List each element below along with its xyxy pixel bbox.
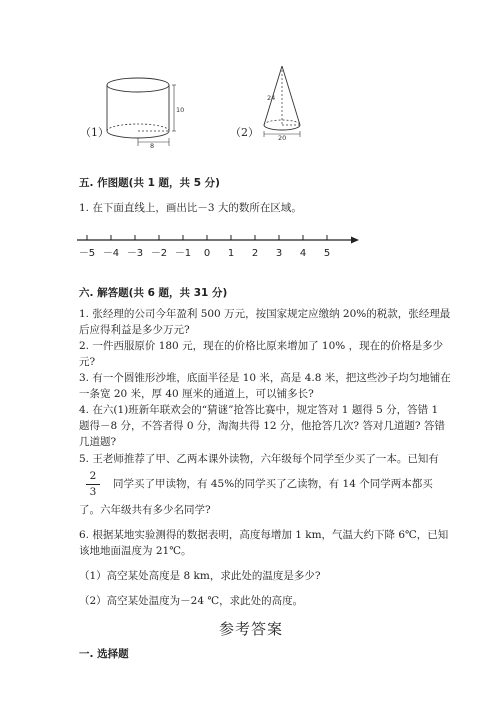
question-2-line-1: 2. 一件西服原价 180 元，现在的价格比原来增加了 10% ，现在的价格是多少	[79, 340, 444, 352]
question-3-line-1: 3. 有一个圆锥形沙堆，底面半径是 10 米，高是 4.8 米，把这些沙子均匀地铺在	[79, 372, 451, 384]
cylinder-base-label: 8	[150, 142, 155, 150]
figure-2-label: （2）	[230, 126, 259, 139]
cylinder-height-label: 10	[176, 106, 185, 114]
figure-1-label: （1）	[80, 126, 109, 139]
numberline-label: 0	[203, 248, 211, 259]
cylinder-figure	[100, 72, 190, 152]
section-5-title: 五. 作图题(共 1 题，共 5 分)	[79, 177, 220, 189]
numberline-label: －4	[102, 248, 120, 259]
answer-section-1-title: 一. 选择题	[79, 648, 129, 660]
numberline-label: －3	[126, 248, 144, 259]
question-2-line-2: 元?	[79, 356, 96, 368]
question-6-sub-1: （1）高空某处高度是 8 km，求此处的温度是多少?	[79, 570, 321, 582]
question-6-sub-2: （2）高空某处温度为－24 ℃，求此处的高度。	[79, 595, 304, 607]
numberline-label: －1	[174, 248, 192, 259]
question-4-line-1: 4. 在六(1)班新年联欢会的“猜谜”抢答比赛中，规定答对 1 题得 5 分，答错 1	[79, 404, 439, 416]
numberline-label: 5	[323, 248, 331, 259]
question-4-line-3: 几道题?	[79, 436, 117, 448]
question-4-line-2: 题得－8 分，不答者得 0 分，淘淘共得 12 分，他抢答几次? 答对几道题? 答错	[79, 420, 445, 432]
question-3-line-2: 一条宽 20 米，厚 40 厘米的通道上，可以铺多长?	[79, 388, 314, 400]
number-line	[75, 230, 365, 270]
numberline-label: 3	[275, 248, 283, 259]
section-6-title: 六. 解答题(共 6 题，共 31 分)	[79, 287, 228, 299]
question-6-line-2: 该地地面温度为 21℃。	[79, 545, 192, 557]
answer-key-title: 参考答案	[219, 620, 284, 638]
numberline-label: －2	[150, 248, 168, 259]
numberline-label: 4	[299, 248, 307, 259]
question-5-line-1: 5. 王老师推荐了甲、乙两本课外读物，六年级每个同学至少买了一本。已知有	[79, 453, 439, 465]
question-6-line-1: 6. 根据某地实验测得的数据表明，高度每增加 1 km，气温大约下降 6℃，已知	[79, 529, 449, 541]
question-5-line-2: 同学买了甲读物，有 45%的同学买了乙读物，有 14 个同学两本都买	[113, 478, 433, 490]
question-1-line-2: 后应得利益是多少万元?	[79, 324, 190, 336]
cone-figure	[255, 62, 315, 142]
numberline-label: 1	[227, 248, 235, 259]
question-1-line-1: 1. 张经理的公司今年盈利 500 万元，按国家规定应缴纳 20%的税款，张经理最	[79, 308, 451, 320]
question-5-fraction	[86, 470, 100, 499]
section-5-question-1: 1. 在下面直线上，画出比－3 大的数所在区域。	[79, 202, 302, 214]
fraction-numerator: 2	[89, 470, 97, 482]
cone-base-label: 20	[278, 134, 287, 142]
question-5-line-3: 了。六年级共有多少名同学?	[79, 504, 211, 516]
fraction-denominator: 3	[89, 486, 97, 498]
fraction-bar	[86, 484, 100, 485]
cone-slant-label: 24	[267, 94, 276, 102]
numberline-label: 2	[251, 248, 259, 259]
numberline-label: －5	[78, 248, 96, 259]
